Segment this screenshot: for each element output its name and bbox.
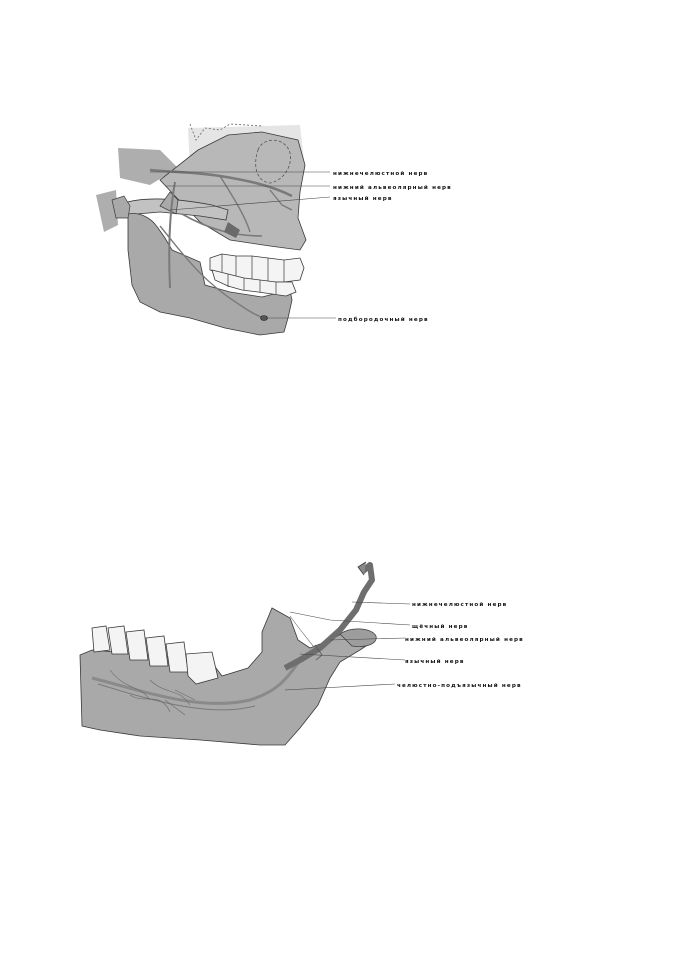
label-mandibular-nerve-top: нижнечелюстной нерв <box>333 171 429 177</box>
label-lingual-nerve-top: язычный нерв <box>333 196 393 202</box>
label-mandibular-nerve-bottom: нижнечелюстной нерв <box>412 602 508 608</box>
label-mylohyoid-nerve-bottom: челюстно-подъязычный нерв <box>397 683 522 689</box>
mandible-medial-illustration <box>80 562 410 745</box>
label-buccal-nerve-bottom: щёчный нерв <box>412 624 469 630</box>
label-inferior-alveolar-nerve-top: нижний альвеолярный нерв <box>333 185 452 191</box>
label-lingual-nerve-bottom: язычный нерв <box>405 659 465 665</box>
label-inferior-alveolar-nerve-bottom: нижний альвеолярный нерв <box>405 637 524 643</box>
label-mental-nerve-top: подбородочный нерв <box>338 317 429 323</box>
skull-lateral-illustration <box>96 124 336 335</box>
